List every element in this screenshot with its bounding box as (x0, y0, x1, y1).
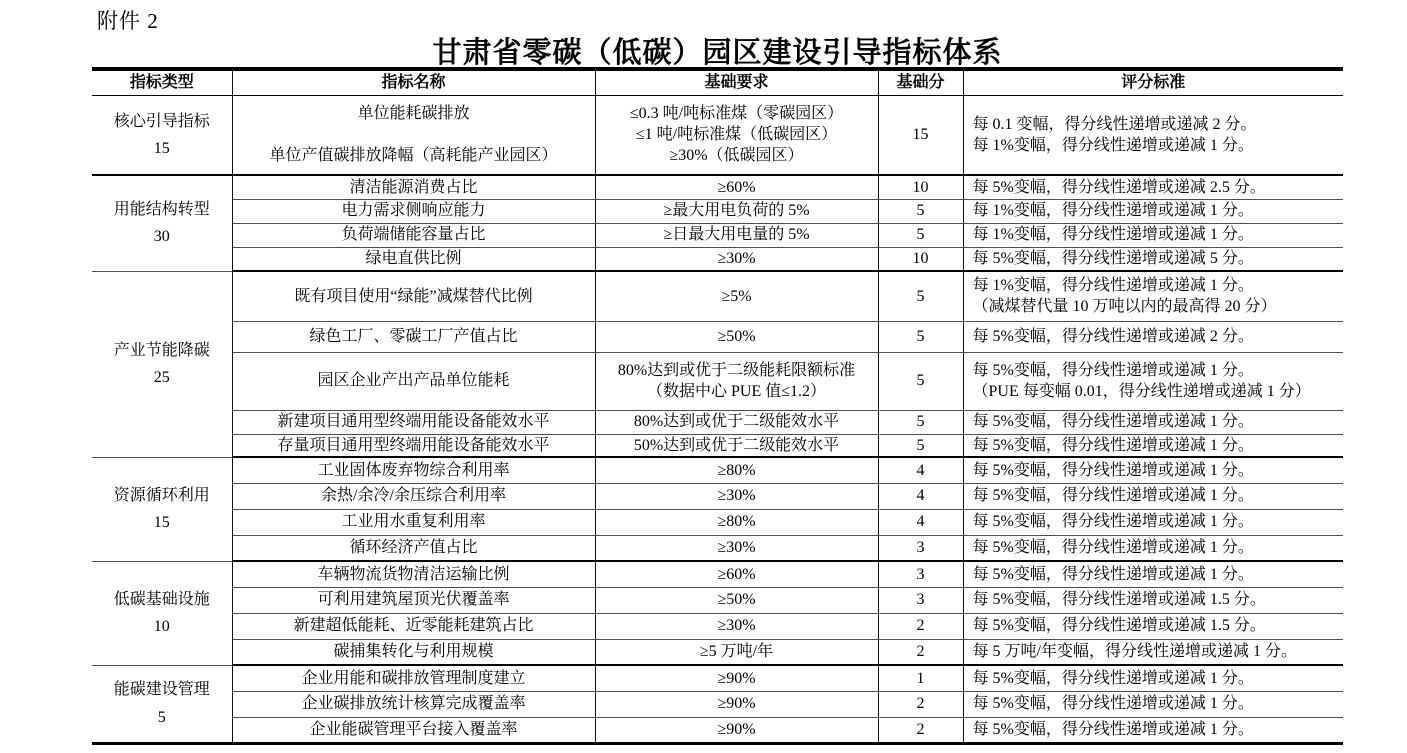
cell-line: ≥50% (717, 327, 756, 345)
cell-line: ≥80% (717, 513, 756, 531)
cell-line: ≥30% (717, 487, 756, 505)
cell-line: 碳捕集转化与利用规模 (333, 643, 494, 661)
cell-basic-score: 15 (878, 95, 963, 175)
cell-scoring-standard (963, 613, 1343, 639)
cell-indicator-name (232, 613, 595, 639)
table-row (92, 434, 1343, 457)
cell-indicator-name (232, 352, 595, 410)
indicator-type-score: 25 (153, 369, 170, 386)
cell-scoring-standard (963, 247, 1343, 271)
cell-basic-score: 2 (878, 717, 963, 743)
cell-scoring-standard (963, 457, 1343, 483)
cell-scoring-standard (963, 271, 1343, 321)
page-title: 甘肃省零碳（低碳）园区建设引导指标体系 (432, 37, 1003, 69)
table-row (92, 561, 1343, 587)
cell-basic-score: 4 (878, 457, 963, 483)
cell-line: 每 5%变幅，得分线性递增或递减 2 分。 (972, 327, 1254, 345)
cell-basic-score: 5 (878, 410, 963, 434)
table-row (92, 587, 1343, 613)
cell-line: 每 1%变幅，得分线性递增或递减 1 分。 (972, 202, 1254, 220)
cell-basic-requirement (595, 561, 878, 587)
cell-line: 绿色工厂、零碳工厂产值占比 (309, 327, 518, 345)
cell-line: 每 5%变幅，得分线性递增或递减 1 分。 (972, 413, 1254, 431)
indicator-type-score: 15 (153, 514, 170, 531)
attachment-label: 附件 2 (97, 9, 159, 33)
header-basic-requirement: 基础要求 (595, 69, 878, 95)
cell-scoring-standard (963, 199, 1343, 223)
cell-basic-requirement (595, 613, 878, 639)
cell-line: 每 1%变幅，得分线性递增或递减 1 分。 (972, 136, 1254, 154)
cell-basic-requirement (595, 247, 878, 271)
cell-basic-score: 1 (878, 665, 963, 691)
cell-line: 每 5%变幅，得分线性递增或递减 1 分。 (972, 361, 1254, 379)
cell-line: 每 5%变幅，得分线性递增或递减 1 分。 (972, 720, 1254, 738)
cell-indicator-name (232, 434, 595, 457)
cell-line: 可利用建筑屋顶光伏覆盖率 (317, 591, 510, 609)
cell-line: 每 5%变幅，得分线性递增或递减 2.5 分。 (972, 178, 1266, 196)
table-row (92, 199, 1343, 223)
cell-scoring-standard (963, 665, 1343, 691)
cell-scoring-standard (963, 352, 1343, 410)
cell-line: 每 5%变幅，得分线性递增或递减 1 分。 (972, 565, 1254, 583)
cell-scoring-standard (963, 509, 1343, 535)
indicator-type-score: 15 (153, 139, 170, 157)
cell-line: ≥50% (717, 591, 756, 609)
cell-line: 每 5%变幅，得分线性递增或递减 5 分。 (972, 250, 1254, 268)
cell-scoring-standard (963, 717, 1343, 743)
cell-line: ≥30% (717, 617, 756, 635)
cell-indicator-name (232, 717, 595, 743)
cell-indicator-name (232, 587, 595, 613)
cell-basic-score: 4 (878, 483, 963, 509)
cell-line: 负荷端储能容量占比 (341, 226, 486, 244)
cell-line: 每 5%变幅，得分线性递增或递减 1 分。 (972, 539, 1254, 557)
table-row (92, 483, 1343, 509)
cell-indicator-name (232, 535, 595, 561)
indicator-type-score: 5 (157, 708, 166, 726)
cell-line: 每 0.1 变幅，得分线性递增或递减 2 分。 (972, 115, 1257, 133)
cell-scoring-standard (963, 434, 1343, 457)
cell-basic-requirement (595, 223, 878, 247)
cell-basic-score: 10 (878, 247, 963, 271)
table-row (92, 321, 1343, 352)
cell-basic-score: 4 (878, 509, 963, 535)
table-row (92, 639, 1343, 665)
cell-basic-requirement (595, 509, 878, 535)
cell-scoring-standard (963, 223, 1343, 247)
header-indicator-name: 指标名称 (232, 69, 595, 95)
cell-line: ≤0.3 吨/吨标准煤（零碳园区） (629, 105, 844, 123)
cell-indicator-type (92, 665, 232, 743)
cell-line: ≥90% (717, 669, 756, 687)
cell-line: 每 5%变幅，得分线性递增或递减 1 分。 (972, 461, 1254, 479)
cell-scoring-standard (963, 175, 1343, 199)
table-row (92, 95, 1343, 175)
cell-scoring-standard (963, 639, 1343, 665)
cell-scoring-standard (963, 535, 1343, 561)
cell-line: 电力需求侧响应能力 (341, 202, 486, 220)
cell-line: ≤1 吨/吨标准煤（低碳园区） (635, 126, 838, 144)
cell-indicator-type (92, 561, 232, 665)
cell-line: ≥5 万吨/年 (699, 643, 774, 661)
cell-indicator-name (232, 175, 595, 199)
cell-basic-score: 10 (878, 175, 963, 199)
cell-line: 新建超低能耗、近零能耗建筑占比 (293, 617, 534, 635)
cell-scoring-standard (963, 410, 1343, 434)
cell-line: ≥最大用电负荷的 5% (663, 202, 810, 220)
cell-basic-requirement (595, 535, 878, 561)
cell-line: 工业固体废弃物综合利用率 (317, 461, 510, 479)
table-row (92, 410, 1343, 434)
indicator-type-name: 用能结构转型 (113, 201, 210, 219)
cell-basic-score: 3 (878, 561, 963, 587)
table-row (92, 352, 1343, 410)
cell-line: ≥30% (717, 539, 756, 557)
cell-line: 单位产值碳排放降幅（高耗能产业园区） (269, 147, 558, 165)
cell-line: 每 5 万吨/年变幅，得分线性递增或递减 1 分。 (972, 643, 1297, 661)
cell-scoring-standard (963, 587, 1343, 613)
cell-basic-requirement (595, 95, 878, 175)
cell-indicator-name (232, 665, 595, 691)
table-row (92, 175, 1343, 199)
cell-line: 每 5%变幅，得分线性递增或递减 1 分。 (972, 513, 1254, 531)
cell-line: ≥90% (717, 720, 756, 738)
cell-basic-score: 5 (878, 434, 963, 457)
cell-line: （减煤替代量 10 万吨以内的最高得 20 分） (972, 298, 1277, 316)
cell-indicator-type (92, 457, 232, 561)
cell-indicator-name (232, 457, 595, 483)
cell-indicator-name (232, 691, 595, 717)
cell-basic-requirement (595, 639, 878, 665)
cell-basic-requirement (595, 199, 878, 223)
cell-basic-requirement (595, 457, 878, 483)
table-row (92, 271, 1343, 321)
cell-basic-score: 5 (878, 321, 963, 352)
cell-basic-requirement (595, 410, 878, 434)
cell-line: 工业用水重复利用率 (341, 513, 486, 531)
cell-scoring-standard (963, 561, 1343, 587)
cell-basic-requirement (595, 352, 878, 410)
cell-indicator-name (232, 639, 595, 665)
cell-basic-score: 5 (878, 352, 963, 410)
cell-line: 循环经济产值占比 (349, 539, 478, 557)
indicator-type-name: 能碳建设管理 (113, 681, 210, 699)
cell-line: 每 5%变幅，得分线性递增或递减 1 分。 (972, 487, 1254, 505)
cell-line: （数据中心 PUE 值≤1.2） (646, 383, 826, 400)
cell-basic-score: 3 (878, 587, 963, 613)
cell-line: 车辆物流货物清洁运输比例 (317, 565, 510, 583)
cell-scoring-standard (963, 691, 1343, 717)
cell-basic-score: 5 (878, 223, 963, 247)
cell-line: 园区企业产出产品单位能耗 (317, 372, 510, 390)
cell-line: ≥80% (717, 461, 756, 479)
cell-scoring-standard (963, 483, 1343, 509)
cell-indicator-name (232, 199, 595, 223)
cell-indicator-name (232, 223, 595, 247)
header-scoring-standard: 评分标准 (963, 69, 1343, 95)
cell-line: 新建项目通用型终端用能设备能效水平 (277, 413, 550, 431)
cell-basic-score: 2 (878, 639, 963, 665)
cell-basic-requirement (595, 271, 878, 321)
cell-basic-requirement (595, 717, 878, 743)
cell-indicator-type (92, 95, 232, 175)
cell-line: 单位能耗碳排放 (357, 105, 470, 123)
cell-line: 企业能碳管理平台接入覆盖率 (309, 720, 518, 738)
cell-scoring-standard (963, 321, 1343, 352)
cell-line (237, 124, 591, 145)
cell-basic-requirement (595, 691, 878, 717)
cell-basic-score: 3 (878, 535, 963, 561)
cell-basic-score: 2 (878, 691, 963, 717)
table-row (92, 247, 1343, 271)
cell-basic-score: 5 (878, 199, 963, 223)
cell-line: ≥90% (717, 695, 756, 713)
cell-line: ≥60% (717, 178, 756, 196)
table-header-row (92, 69, 1343, 95)
cell-basic-requirement (595, 321, 878, 352)
cell-line: ≥5% (721, 287, 752, 305)
cell-line: 存量项目通用型终端用能设备能效水平 (277, 436, 550, 454)
indicator-type-name: 资源循环利用 (113, 486, 210, 504)
cell-basic-requirement (595, 175, 878, 199)
cell-line: 每 5%变幅，得分线性递增或递减 1 分。 (972, 436, 1254, 454)
cell-scoring-standard (963, 95, 1343, 175)
indicator-table (92, 67, 1343, 745)
cell-line: ≥60% (717, 565, 756, 583)
cell-line: 80%达到或优于二级能效水平 (633, 413, 840, 431)
table-row (92, 509, 1343, 535)
indicator-type-name: 低碳基础设施 (113, 590, 210, 608)
cell-basic-requirement (595, 665, 878, 691)
cell-basic-requirement (595, 587, 878, 613)
cell-line: 绿电直供比例 (365, 250, 462, 268)
table-row (92, 665, 1343, 691)
indicator-type-name: 产业节能降碳 (113, 341, 210, 359)
table-row (92, 457, 1343, 483)
cell-basic-requirement (595, 434, 878, 457)
cell-line: ≥日最大用电量的 5% (663, 226, 810, 244)
cell-indicator-name (232, 509, 595, 535)
indicator-type-name: 核心引导指标 (113, 112, 210, 130)
cell-line: 企业用能和碳排放管理制度建立 (301, 669, 526, 687)
table-row (92, 535, 1343, 561)
cell-indicator-type (92, 271, 232, 457)
table-row (92, 691, 1343, 717)
cell-line: 每 5%变幅，得分线性递增或递减 1.5 分。 (972, 591, 1266, 609)
cell-line: 80%达到或优于二级能耗限额标准 (617, 361, 856, 379)
table-row (92, 717, 1343, 743)
cell-line: 每 5%变幅，得分线性递增或递减 1 分。 (972, 695, 1254, 713)
cell-basic-score: 5 (878, 271, 963, 321)
cell-line: ≥30% (717, 250, 756, 268)
cell-basic-score: 2 (878, 613, 963, 639)
cell-line: 企业碳排放统计核算完成覆盖率 (301, 695, 526, 713)
cell-line: 每 5%变幅，得分线性递增或递减 1 分。 (972, 669, 1254, 687)
cell-line: ≥30%（低碳园区） (669, 147, 804, 165)
cell-indicator-name (232, 410, 595, 434)
cell-indicator-name (232, 483, 595, 509)
cell-line: 既有项目使用“绿能”减煤替代比例 (294, 287, 533, 305)
cell-indicator-name (232, 271, 595, 321)
header-basic-score: 基础分 (878, 69, 963, 95)
cell-line: 每 1%变幅，得分线性递增或递减 1 分。 (972, 277, 1254, 295)
cell-line: 每 5%变幅，得分线性递增或递减 1.5 分。 (972, 617, 1266, 635)
cell-line: 每 1%变幅，得分线性递增或递减 1 分。 (972, 226, 1254, 244)
header-indicator-type: 指标类型 (92, 69, 232, 95)
cell-line: （PUE 每变幅 0.01，得分线性递增或递减 1 分） (972, 383, 1311, 400)
cell-indicator-type (92, 175, 232, 271)
cell-line: 余热/余冷/余压综合利用率 (321, 487, 506, 505)
cell-indicator-name (232, 321, 595, 352)
indicator-type-score: 10 (153, 618, 170, 635)
cell-line: 50%达到或优于二级能效水平 (633, 436, 840, 454)
cell-indicator-name (232, 247, 595, 271)
indicator-type-score: 30 (153, 228, 170, 246)
table-row (92, 223, 1343, 247)
table-row (92, 613, 1343, 639)
cell-indicator-name (232, 561, 595, 587)
cell-indicator-name (232, 95, 595, 175)
cell-basic-requirement (595, 483, 878, 509)
cell-line: 清洁能源消费占比 (349, 178, 478, 196)
